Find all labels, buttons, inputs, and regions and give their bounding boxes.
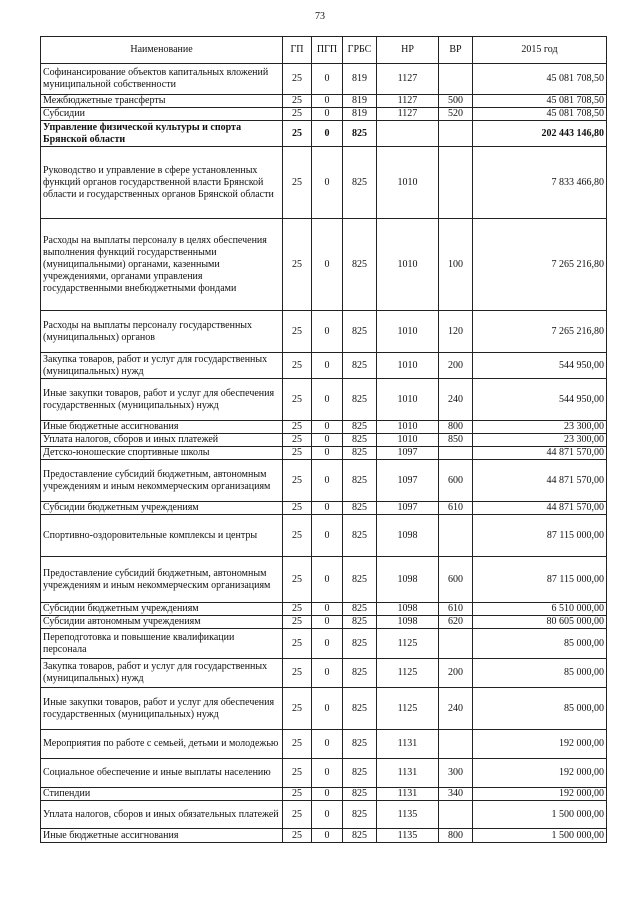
cell-amount: 7 833 466,80 bbox=[473, 147, 607, 219]
cell-grbs: 825 bbox=[343, 311, 377, 353]
header-pgp: ПГП bbox=[312, 37, 343, 64]
cell-pgp: 0 bbox=[312, 460, 343, 502]
cell-grbs: 825 bbox=[343, 147, 377, 219]
table-row bbox=[41, 95, 607, 108]
cell-vr: 800 bbox=[439, 421, 473, 434]
cell-grbs: 825 bbox=[343, 788, 377, 801]
cell-amount: 192 000,00 bbox=[473, 759, 607, 788]
cell-grbs: 825 bbox=[343, 629, 377, 659]
cell-pgp: 0 bbox=[312, 64, 343, 95]
cell-grbs: 825 bbox=[343, 829, 377, 843]
cell-nr: 1131 bbox=[377, 788, 439, 801]
table-row bbox=[41, 688, 607, 730]
cell-gp: 25 bbox=[283, 829, 312, 843]
cell-nr: 1125 bbox=[377, 629, 439, 659]
cell-vr bbox=[439, 730, 473, 759]
cell-pgp: 0 bbox=[312, 95, 343, 108]
cell-vr: 100 bbox=[439, 219, 473, 311]
cell-name: Иные закупки товаров, работ и услуг для обеспечения государственных (муниципальных) нужд bbox=[41, 379, 283, 421]
cell-vr bbox=[439, 629, 473, 659]
cell-pgp: 0 bbox=[312, 659, 343, 688]
cell-vr: 500 bbox=[439, 95, 473, 108]
cell-nr: 1098 bbox=[377, 515, 439, 557]
cell-gp: 25 bbox=[283, 730, 312, 759]
cell-amount: 1 500 000,00 bbox=[473, 801, 607, 829]
cell-nr: 1097 bbox=[377, 460, 439, 502]
cell-name: Руководство и управление в сфере установленных функций органов государственной власти Брянской области и государственных органов Брянской области bbox=[41, 147, 283, 219]
cell-gp: 25 bbox=[283, 502, 312, 515]
cell-amount: 192 000,00 bbox=[473, 730, 607, 759]
table-row bbox=[41, 353, 607, 379]
cell-pgp: 0 bbox=[312, 434, 343, 447]
cell-grbs: 825 bbox=[343, 379, 377, 421]
cell-name: Расходы на выплаты персоналу государственных (муниципальных) органов bbox=[41, 311, 283, 353]
cell-pgp: 0 bbox=[312, 379, 343, 421]
table-row bbox=[41, 64, 607, 95]
cell-vr: 240 bbox=[439, 688, 473, 730]
cell-gp: 25 bbox=[283, 629, 312, 659]
table-row bbox=[41, 629, 607, 659]
cell-pgp: 0 bbox=[312, 829, 343, 843]
cell-amount: 45 081 708,50 bbox=[473, 64, 607, 95]
cell-grbs: 819 bbox=[343, 95, 377, 108]
cell-vr: 600 bbox=[439, 557, 473, 603]
cell-vr: 610 bbox=[439, 502, 473, 515]
cell-pgp: 0 bbox=[312, 219, 343, 311]
cell-nr: 1010 bbox=[377, 311, 439, 353]
cell-name: Закупка товаров, работ и услуг для государственных (муниципальных) нужд bbox=[41, 353, 283, 379]
cell-grbs: 825 bbox=[343, 353, 377, 379]
cell-grbs: 825 bbox=[343, 515, 377, 557]
cell-grbs: 825 bbox=[343, 447, 377, 460]
cell-nr: 1125 bbox=[377, 688, 439, 730]
cell-grbs: 825 bbox=[343, 801, 377, 829]
table-row bbox=[41, 788, 607, 801]
cell-nr: 1010 bbox=[377, 147, 439, 219]
cell-amount: 192 000,00 bbox=[473, 788, 607, 801]
cell-nr: 1127 bbox=[377, 95, 439, 108]
cell-nr: 1098 bbox=[377, 616, 439, 629]
cell-vr: 800 bbox=[439, 829, 473, 843]
cell-name: Расходы на выплаты персоналу в целях обеспечения выполнения функций государственными (муниципальными) органами, казенными учреждениями, органами управления государственными внебюджетными фондами bbox=[41, 219, 283, 311]
header-vr: ВР bbox=[439, 37, 473, 64]
cell-name: Детско-юношеские спортивные школы bbox=[41, 447, 283, 460]
table-row bbox=[41, 121, 607, 147]
cell-vr bbox=[439, 64, 473, 95]
cell-grbs: 825 bbox=[343, 557, 377, 603]
cell-name: Субсидии бюджетным учреждениям bbox=[41, 603, 283, 616]
cell-nr: 1131 bbox=[377, 730, 439, 759]
cell-vr: 600 bbox=[439, 460, 473, 502]
table-row bbox=[41, 447, 607, 460]
cell-pgp: 0 bbox=[312, 515, 343, 557]
cell-amount: 202 443 146,80 bbox=[473, 121, 607, 147]
cell-name: Предоставление субсидий бюджетным, автономным учреждениям и иным некоммерческим организациям bbox=[41, 557, 283, 603]
cell-name: Софинансирование объектов капитальных вложений муниципальной собственности bbox=[41, 64, 283, 95]
cell-pgp: 0 bbox=[312, 447, 343, 460]
cell-gp: 25 bbox=[283, 311, 312, 353]
cell-grbs: 825 bbox=[343, 460, 377, 502]
cell-amount: 87 115 000,00 bbox=[473, 515, 607, 557]
cell-vr: 300 bbox=[439, 759, 473, 788]
cell-nr: 1097 bbox=[377, 502, 439, 515]
cell-vr: 240 bbox=[439, 379, 473, 421]
cell-nr: 1010 bbox=[377, 353, 439, 379]
table-row bbox=[41, 460, 607, 502]
cell-vr bbox=[439, 447, 473, 460]
cell-nr: 1131 bbox=[377, 759, 439, 788]
table-row bbox=[41, 759, 607, 788]
cell-grbs: 825 bbox=[343, 659, 377, 688]
cell-nr: 1010 bbox=[377, 434, 439, 447]
cell-gp: 25 bbox=[283, 108, 312, 121]
cell-gp: 25 bbox=[283, 64, 312, 95]
cell-nr: 1097 bbox=[377, 447, 439, 460]
cell-name: Социальное обеспечение и иные выплаты населению bbox=[41, 759, 283, 788]
cell-pgp: 0 bbox=[312, 557, 343, 603]
cell-vr: 620 bbox=[439, 616, 473, 629]
table-row bbox=[41, 311, 607, 353]
cell-nr: 1010 bbox=[377, 219, 439, 311]
cell-name: Уплата налогов, сборов и иных платежей bbox=[41, 434, 283, 447]
page-number: 73 bbox=[315, 11, 325, 22]
cell-amount: 44 871 570,00 bbox=[473, 502, 607, 515]
cell-pgp: 0 bbox=[312, 801, 343, 829]
cell-gp: 25 bbox=[283, 95, 312, 108]
cell-amount: 6 510 000,00 bbox=[473, 603, 607, 616]
table-row bbox=[41, 515, 607, 557]
cell-nr: 1098 bbox=[377, 603, 439, 616]
cell-vr bbox=[439, 801, 473, 829]
table-row bbox=[41, 147, 607, 219]
cell-nr: 1135 bbox=[377, 829, 439, 843]
table-row bbox=[41, 801, 607, 829]
cell-pgp: 0 bbox=[312, 616, 343, 629]
cell-vr: 850 bbox=[439, 434, 473, 447]
cell-grbs: 825 bbox=[343, 434, 377, 447]
cell-grbs: 825 bbox=[343, 616, 377, 629]
cell-gp: 25 bbox=[283, 421, 312, 434]
cell-amount: 23 300,00 bbox=[473, 434, 607, 447]
cell-nr: 1010 bbox=[377, 421, 439, 434]
cell-gp: 25 bbox=[283, 460, 312, 502]
cell-grbs: 825 bbox=[343, 421, 377, 434]
header-nr: НР bbox=[377, 37, 439, 64]
cell-amount: 44 871 570,00 bbox=[473, 447, 607, 460]
cell-amount: 1 500 000,00 bbox=[473, 829, 607, 843]
table-row bbox=[41, 616, 607, 629]
cell-name: Закупка товаров, работ и услуг для государственных (муниципальных) нужд bbox=[41, 659, 283, 688]
table-row bbox=[41, 379, 607, 421]
cell-name: Предоставление субсидий бюджетным, автономным учреждениям и иным некоммерческим организациям bbox=[41, 460, 283, 502]
cell-pgp: 0 bbox=[312, 788, 343, 801]
cell-nr: 1125 bbox=[377, 659, 439, 688]
table-row bbox=[41, 829, 607, 843]
cell-pgp: 0 bbox=[312, 502, 343, 515]
table-row bbox=[41, 434, 607, 447]
table-row bbox=[41, 421, 607, 434]
cell-pgp: 0 bbox=[312, 311, 343, 353]
cell-gp: 25 bbox=[283, 121, 312, 147]
table-row bbox=[41, 108, 607, 121]
cell-pgp: 0 bbox=[312, 603, 343, 616]
cell-name: Иные бюджетные ассигнования bbox=[41, 829, 283, 843]
cell-pgp: 0 bbox=[312, 353, 343, 379]
header-grbs: ГРБС bbox=[343, 37, 377, 64]
cell-nr: 1098 bbox=[377, 557, 439, 603]
cell-amount: 80 605 000,00 bbox=[473, 616, 607, 629]
cell-amount: 23 300,00 bbox=[473, 421, 607, 434]
cell-pgp: 0 bbox=[312, 121, 343, 147]
cell-name: Спортивно-оздоровительные комплексы и центры bbox=[41, 515, 283, 557]
cell-grbs: 825 bbox=[343, 121, 377, 147]
cell-gp: 25 bbox=[283, 219, 312, 311]
table-header bbox=[41, 37, 607, 64]
table-row bbox=[41, 557, 607, 603]
cell-name: Иные бюджетные ассигнования bbox=[41, 421, 283, 434]
cell-name: Переподготовка и повышение квалификации персонала bbox=[41, 629, 283, 659]
cell-amount: 45 081 708,50 bbox=[473, 108, 607, 121]
cell-amount: 85 000,00 bbox=[473, 659, 607, 688]
cell-pgp: 0 bbox=[312, 629, 343, 659]
header-year: 2015 год bbox=[473, 37, 607, 64]
cell-name: Стипендии bbox=[41, 788, 283, 801]
cell-vr: 520 bbox=[439, 108, 473, 121]
cell-grbs: 825 bbox=[343, 688, 377, 730]
cell-nr: 1127 bbox=[377, 108, 439, 121]
cell-pgp: 0 bbox=[312, 421, 343, 434]
cell-amount: 7 265 216,80 bbox=[473, 219, 607, 311]
cell-nr bbox=[377, 121, 439, 147]
table-row bbox=[41, 219, 607, 311]
cell-name: Управление физической культуры и спорта Брянской области bbox=[41, 121, 283, 147]
header-gp: ГП bbox=[283, 37, 312, 64]
cell-amount: 544 950,00 bbox=[473, 353, 607, 379]
cell-grbs: 819 bbox=[343, 108, 377, 121]
table-row bbox=[41, 730, 607, 759]
cell-grbs: 825 bbox=[343, 603, 377, 616]
cell-vr bbox=[439, 515, 473, 557]
cell-name: Уплата налогов, сборов и иных обязательных платежей bbox=[41, 801, 283, 829]
cell-gp: 25 bbox=[283, 447, 312, 460]
cell-amount: 87 115 000,00 bbox=[473, 557, 607, 603]
cell-amount: 44 871 570,00 bbox=[473, 460, 607, 502]
cell-name: Субсидии bbox=[41, 108, 283, 121]
cell-gp: 25 bbox=[283, 616, 312, 629]
cell-name: Субсидии бюджетным учреждениям bbox=[41, 502, 283, 515]
cell-grbs: 825 bbox=[343, 502, 377, 515]
table-row bbox=[41, 502, 607, 515]
cell-grbs: 819 bbox=[343, 64, 377, 95]
cell-grbs: 825 bbox=[343, 730, 377, 759]
cell-name: Субсидии автономным учреждениям bbox=[41, 616, 283, 629]
cell-nr: 1135 bbox=[377, 801, 439, 829]
cell-name: Мероприятия по работе с семьей, детьми и молодежью bbox=[41, 730, 283, 759]
cell-gp: 25 bbox=[283, 759, 312, 788]
cell-name: Межбюджетные трансферты bbox=[41, 95, 283, 108]
cell-gp: 25 bbox=[283, 353, 312, 379]
header-name: Наименование bbox=[41, 37, 283, 64]
cell-gp: 25 bbox=[283, 688, 312, 730]
cell-gp: 25 bbox=[283, 801, 312, 829]
cell-pgp: 0 bbox=[312, 147, 343, 219]
cell-nr: 1127 bbox=[377, 64, 439, 95]
cell-grbs: 825 bbox=[343, 759, 377, 788]
cell-amount: 544 950,00 bbox=[473, 379, 607, 421]
cell-gp: 25 bbox=[283, 788, 312, 801]
cell-gp: 25 bbox=[283, 147, 312, 219]
cell-vr: 200 bbox=[439, 353, 473, 379]
cell-gp: 25 bbox=[283, 659, 312, 688]
cell-amount: 85 000,00 bbox=[473, 688, 607, 730]
cell-nr: 1010 bbox=[377, 379, 439, 421]
cell-grbs: 825 bbox=[343, 219, 377, 311]
cell-pgp: 0 bbox=[312, 730, 343, 759]
cell-name: Иные закупки товаров, работ и услуг для обеспечения государственных (муниципальных) нужд bbox=[41, 688, 283, 730]
cell-vr bbox=[439, 147, 473, 219]
cell-amount: 7 265 216,80 bbox=[473, 311, 607, 353]
cell-pgp: 0 bbox=[312, 688, 343, 730]
cell-gp: 25 bbox=[283, 515, 312, 557]
cell-vr: 610 bbox=[439, 603, 473, 616]
table-row bbox=[41, 603, 607, 616]
cell-gp: 25 bbox=[283, 603, 312, 616]
cell-gp: 25 bbox=[283, 557, 312, 603]
cell-gp: 25 bbox=[283, 379, 312, 421]
budget-table bbox=[40, 36, 607, 843]
table-row bbox=[41, 659, 607, 688]
cell-pgp: 0 bbox=[312, 759, 343, 788]
cell-gp: 25 bbox=[283, 434, 312, 447]
cell-vr: 200 bbox=[439, 659, 473, 688]
cell-vr: 120 bbox=[439, 311, 473, 353]
cell-pgp: 0 bbox=[312, 108, 343, 121]
cell-amount: 85 000,00 bbox=[473, 629, 607, 659]
cell-amount: 45 081 708,50 bbox=[473, 95, 607, 108]
cell-vr bbox=[439, 121, 473, 147]
cell-vr: 340 bbox=[439, 788, 473, 801]
